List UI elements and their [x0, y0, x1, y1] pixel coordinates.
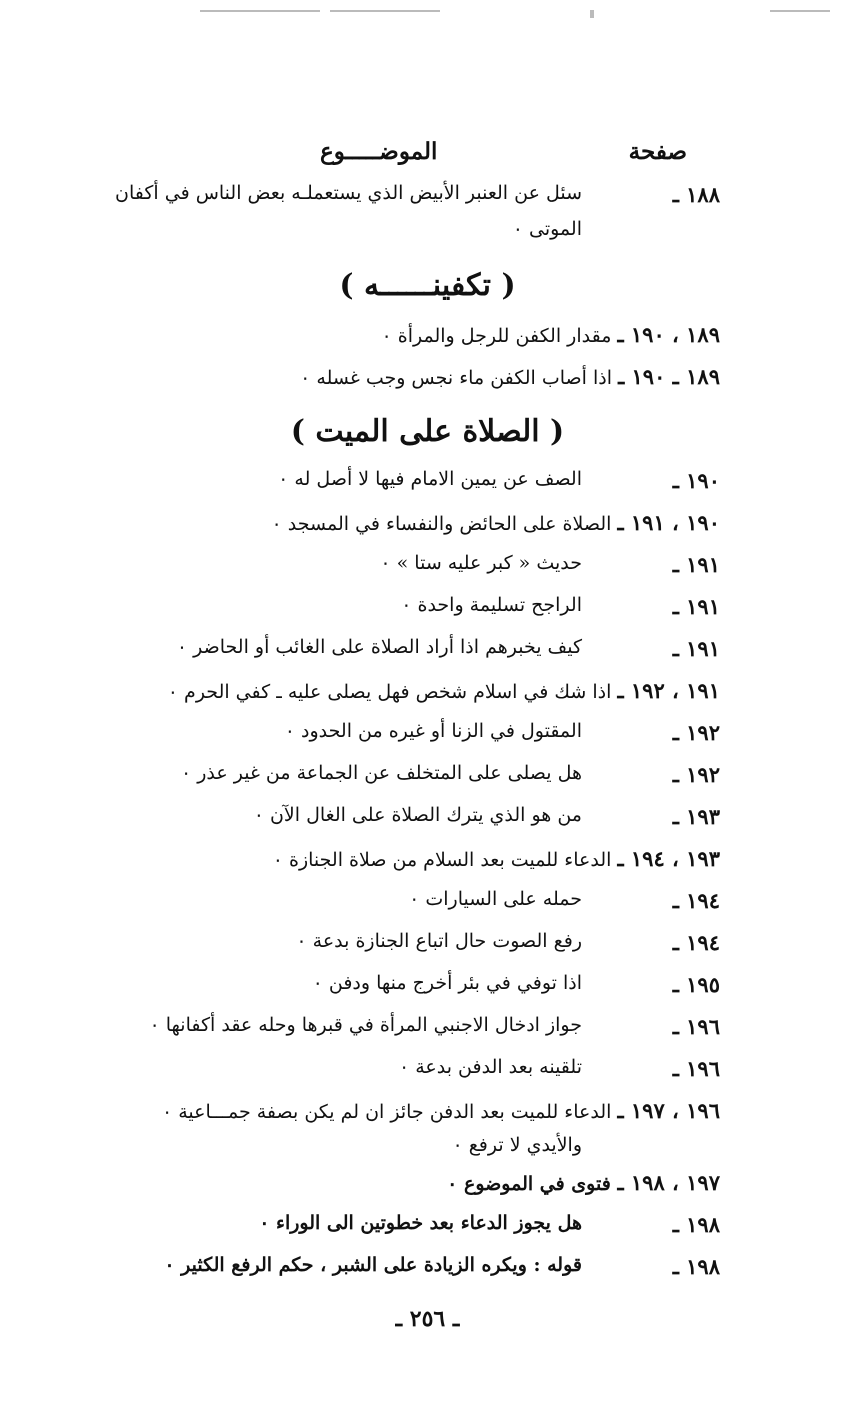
entry-page-number: ۱۹۳ ، ۱۹٤ ـ — [617, 846, 720, 871]
entry-topic: جواز ادخال الاجنبي المرأة في قبرها وحله عقد أكفانها ۰ — [149, 1014, 582, 1036]
index-entry — [60, 636, 720, 676]
index-entry — [60, 1056, 720, 1096]
index-entry — [60, 804, 720, 844]
index-entry — [60, 1098, 720, 1174]
entry-page-number: ۱۹۲ ـ — [672, 720, 720, 745]
page-column-heading: صفحة — [628, 138, 687, 165]
index-entry — [60, 1170, 720, 1210]
entry-page-number: ۱۹٦ ، ۱۹۷ ـ — [617, 1098, 720, 1123]
index-entry — [60, 762, 720, 802]
index-entry — [60, 972, 720, 1012]
index-entry — [60, 846, 720, 886]
entry-page-number: ۱۹٤ ـ — [672, 888, 720, 913]
entry-topic: رفع الصوت حال اتباع الجنازة بدعة ۰ — [296, 930, 582, 952]
entry-page-number: ۱۹۱ ـ — [672, 552, 720, 577]
entry-page-number: ۱۹۸ ـ — [672, 1254, 720, 1279]
entry-page-number: ۱۹۱ ، ۱۹۲ ـ — [617, 678, 720, 703]
entry-page-number: ۱۹٦ ـ — [672, 1014, 720, 1039]
entry-topic: قوله : ويكره الزيادة على الشبر ، حكم الرفع الكثير ۰ — [164, 1254, 582, 1276]
entry-topic: سئل عن العنبر الأبيض الذي يستعملـه بعض الناس في أكفان — [115, 182, 582, 204]
entry-page-number: ۱۸۹ ـ ۱۹۰ ـ — [618, 364, 720, 389]
topic-column-heading: الموضـــــوع — [320, 138, 438, 165]
index-entry — [60, 930, 720, 970]
index-entry — [60, 552, 720, 592]
entry-topic: ۱۸۹ ـ ۱۹۰ ـ اذا أصاب الكفن ماء نجس وجب غسله ۰ — [300, 364, 720, 389]
entry-page-number: ۱۹۸ ـ — [672, 1212, 720, 1237]
entry-topic: هل يجوز الدعاء بعد خطوتين الى الوراء ۰ — [259, 1212, 582, 1234]
index-entry — [60, 678, 720, 718]
index-entry — [60, 510, 720, 550]
entry-topic: ۱۸۹ ، ۱۹۰ ـ مقدار الكفن للرجل والمرأة ۰ — [381, 322, 720, 347]
entry-topic: ۱۹۳ ، ۱۹٤ ـ الدعاء للميت بعد السلام من صلاة الجنازة ۰ — [272, 846, 720, 871]
entry-topic-continued: والأيدي لا ترفع ۰ — [452, 1134, 582, 1156]
index-entry — [60, 594, 720, 634]
entry-page-number: ۱۹۳ ـ — [672, 804, 720, 829]
entry-topic: ۱۹۰ ، ۱۹۱ ـ الصلاة على الحائض والنفساء في المسجد ۰ — [271, 510, 720, 535]
entry-topic-continued: الموتى ۰ — [512, 218, 582, 240]
section-heading-shrouding: ( تكفينــــــه ) — [339, 268, 516, 303]
section-heading-funeral-prayer: ( الصلاة على الميت ) — [290, 414, 565, 449]
entry-page-number: ۱۸۹ ، ۱۹۰ ـ — [617, 322, 720, 347]
entry-topic: ۱۹۷ ، ۱۹۸ ـ فتوى في الموضوع ۰ — [447, 1170, 720, 1195]
entry-topic: حمله على السيارات ۰ — [409, 888, 582, 910]
entry-topic: تلقينه بعد الدفن بدعة ۰ — [398, 1056, 582, 1078]
entry-topic: الراجح تسليمة واحدة ۰ — [401, 594, 582, 616]
index-entry — [60, 1014, 720, 1054]
index-entry — [60, 364, 720, 404]
entry-page-number: ۱۹۷ ، ۱۹۸ ـ — [617, 1170, 720, 1195]
page-number: ـ ۲٥٦ ـ — [395, 1306, 460, 1332]
entry-topic: من هو الذي يترك الصلاة على الغال الآن ۰ — [253, 804, 582, 826]
entry-topic: حديث « كبر عليه ستا » ۰ — [380, 552, 582, 574]
entry-topic: اذا توفي في بئر أخرج منها ودفن ۰ — [312, 972, 582, 994]
index-entry — [60, 468, 720, 508]
entry-page-number: ۱۹۰ ـ — [672, 468, 720, 493]
entry-topic: كيف يخبرهم اذا أراد الصلاة على الغائب أو الحاضر ۰ — [176, 636, 582, 658]
entry-page-number: ۱۸۸ ـ — [672, 182, 720, 207]
entry-page-number: ۱۹٤ ـ — [672, 930, 720, 955]
entry-page-number: ۱۹۲ ـ — [672, 762, 720, 787]
table-header — [0, 138, 855, 172]
entry-topic: هل يصلى على المتخلف عن الجماعة من غير عذر ۰ — [180, 762, 582, 784]
index-entry — [60, 182, 720, 240]
entry-topic: المقتول في الزنا أو غيره من الحدود ۰ — [284, 720, 582, 742]
entry-page-number: ۱۹۱ ـ — [672, 636, 720, 661]
index-entry — [60, 888, 720, 928]
entry-page-number: ۱۹۱ ـ — [672, 594, 720, 619]
index-entry — [60, 1212, 720, 1252]
index-entry — [60, 720, 720, 760]
index-entry — [60, 1254, 720, 1294]
entry-page-number: ۱۹۰ ، ۱۹۱ ـ — [617, 510, 720, 535]
entry-page-number: ۱۹٥ ـ — [672, 972, 720, 997]
entry-topic: ۱۹۱ ، ۱۹۲ ـ اذا شك في اسلام شخص فهل يصلى عليه ـ كفي الحرم ۰ — [167, 678, 720, 703]
entry-page-number: ۱۹٦ ـ — [672, 1056, 720, 1081]
entry-topic: ۱۹٦ ، ۱۹۷ ـ الدعاء للميت بعد الدفن جائز ان لم يكن بصفة جمـــاعية ۰ — [161, 1098, 720, 1123]
entry-topic: الصف عن يمين الامام فيها لا أصل له ۰ — [278, 468, 582, 490]
index-entry — [60, 322, 720, 362]
